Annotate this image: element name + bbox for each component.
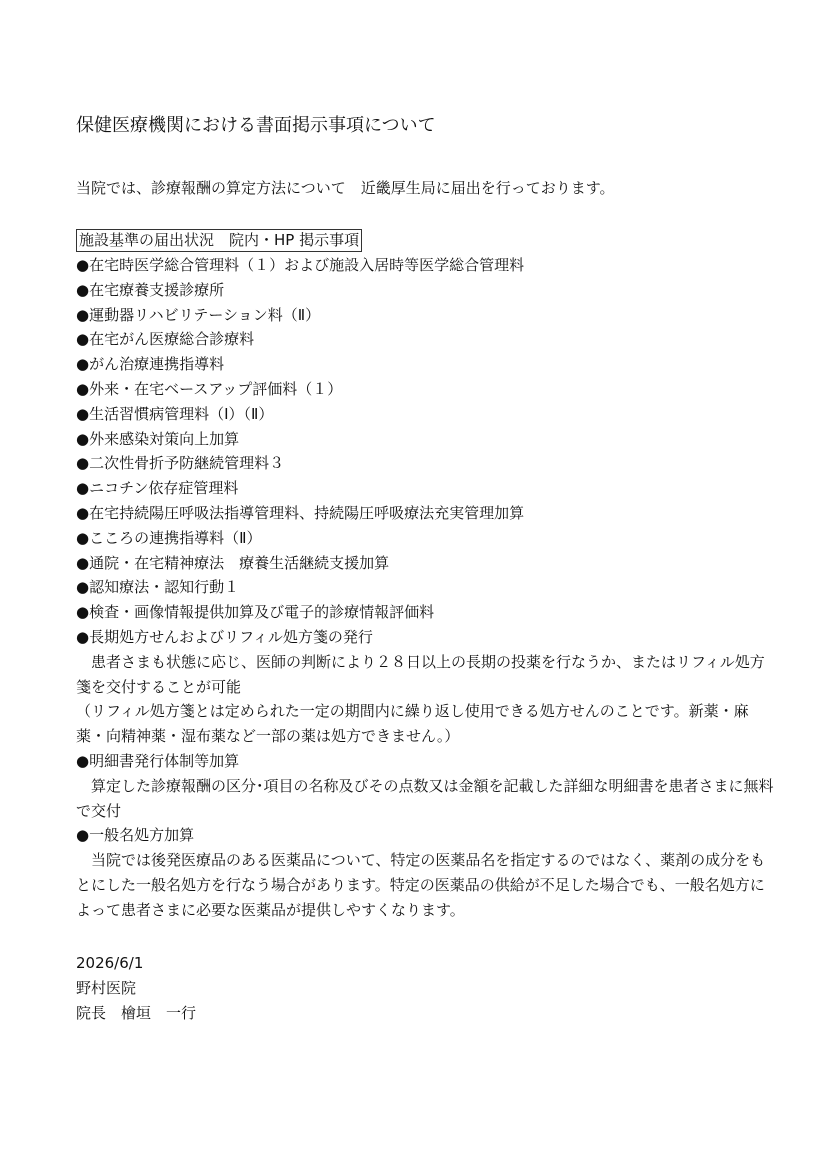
document-page [76,113,776,1022]
generic-name-note: 当院では後発医療品のある医薬品について、特定の医薬品名を指定するのではなく、薬剤の成分をもとにした一般名処方を行なう場合があります。特定の医薬品の供給が不足した場合でも、一般名処方によって患者さまに必要な医薬品が提供しやすくなります。 [76,851,766,919]
document-footer [76,951,196,1026]
list-item: ●生活習慣病管理料（Ⅰ）（Ⅱ） [76,404,274,423]
clinic-name: 野村医院 [76,979,137,997]
list-item: ●二次性骨折予防継続管理料３ [76,454,285,473]
statement-note: 算定した診療報酬の区分･項目の名称及びその点数又は金額を記載した詳細な明細書を患者さまに無料で交付 [76,776,774,820]
list-item: ●在宅療養支援診療所 [76,280,225,299]
list-item: ●在宅時医学総合管理料（１）および施設入居時等医学総合管理料 [76,256,525,274]
list-item: ●ニコチン依存症管理料 [76,479,239,498]
generic-name-item: ●一般名処方加算 [76,826,195,845]
refill-note: 患者さまも状態に応じ、医師の判断により２８日以上の長期の投薬を行なうか、またはリフィル処方箋を交付することが可能 [76,652,765,696]
list-item: ●通院・在宅精神療法 療養生活継続支援加算 [76,553,390,572]
list-item: ●在宅がん医療総合診療料 [76,330,255,349]
list-item: ●認知療法・認知行動１ [76,578,240,597]
document-title: 保健医療機関における書面掲示事項について [76,115,436,136]
list-item: ●長期処方せんおよびリフィル処方箋の発行 [76,627,373,646]
notice-body [76,228,776,923]
list-item: ●こころの連携指導料（Ⅱ） [76,528,262,547]
section-header-box: 施設基準の届出状況 院内・HP 掲示事項 [76,229,362,252]
list-item: ●検査・画像情報提供加算及び電子的診療情報評価料 [76,603,435,622]
list-item: ●外来・在宅ベースアップ評価料（１） [76,379,343,398]
issue-date: 2026/6/1 [76,954,144,972]
director-name: 院長 檜垣 一行 [76,1004,197,1022]
intro-text: 当院では、診療報酬の算定方法について 近畿厚生局に届出を行っております。 [76,179,615,197]
list-item: ●がん治療連携指導料 [76,355,225,374]
list-item: ●運動器リハビリテーション料（Ⅱ） [76,305,321,324]
refill-definition-note: （リフィル処方箋とは定められた一定の期間内に繰り返し使用できる処方せんのことです。新薬・麻薬・向精神薬・湿布薬など一部の薬は処方できません。） [76,702,749,746]
statement-item: ●明細書発行体制等加算 [76,751,240,770]
list-item: ●外来感染対策向上加算 [76,429,240,448]
list-item: ●在宅持続陽圧呼吸法指導管理料、持続陽圧呼吸療法充実管理加算 [76,503,525,522]
